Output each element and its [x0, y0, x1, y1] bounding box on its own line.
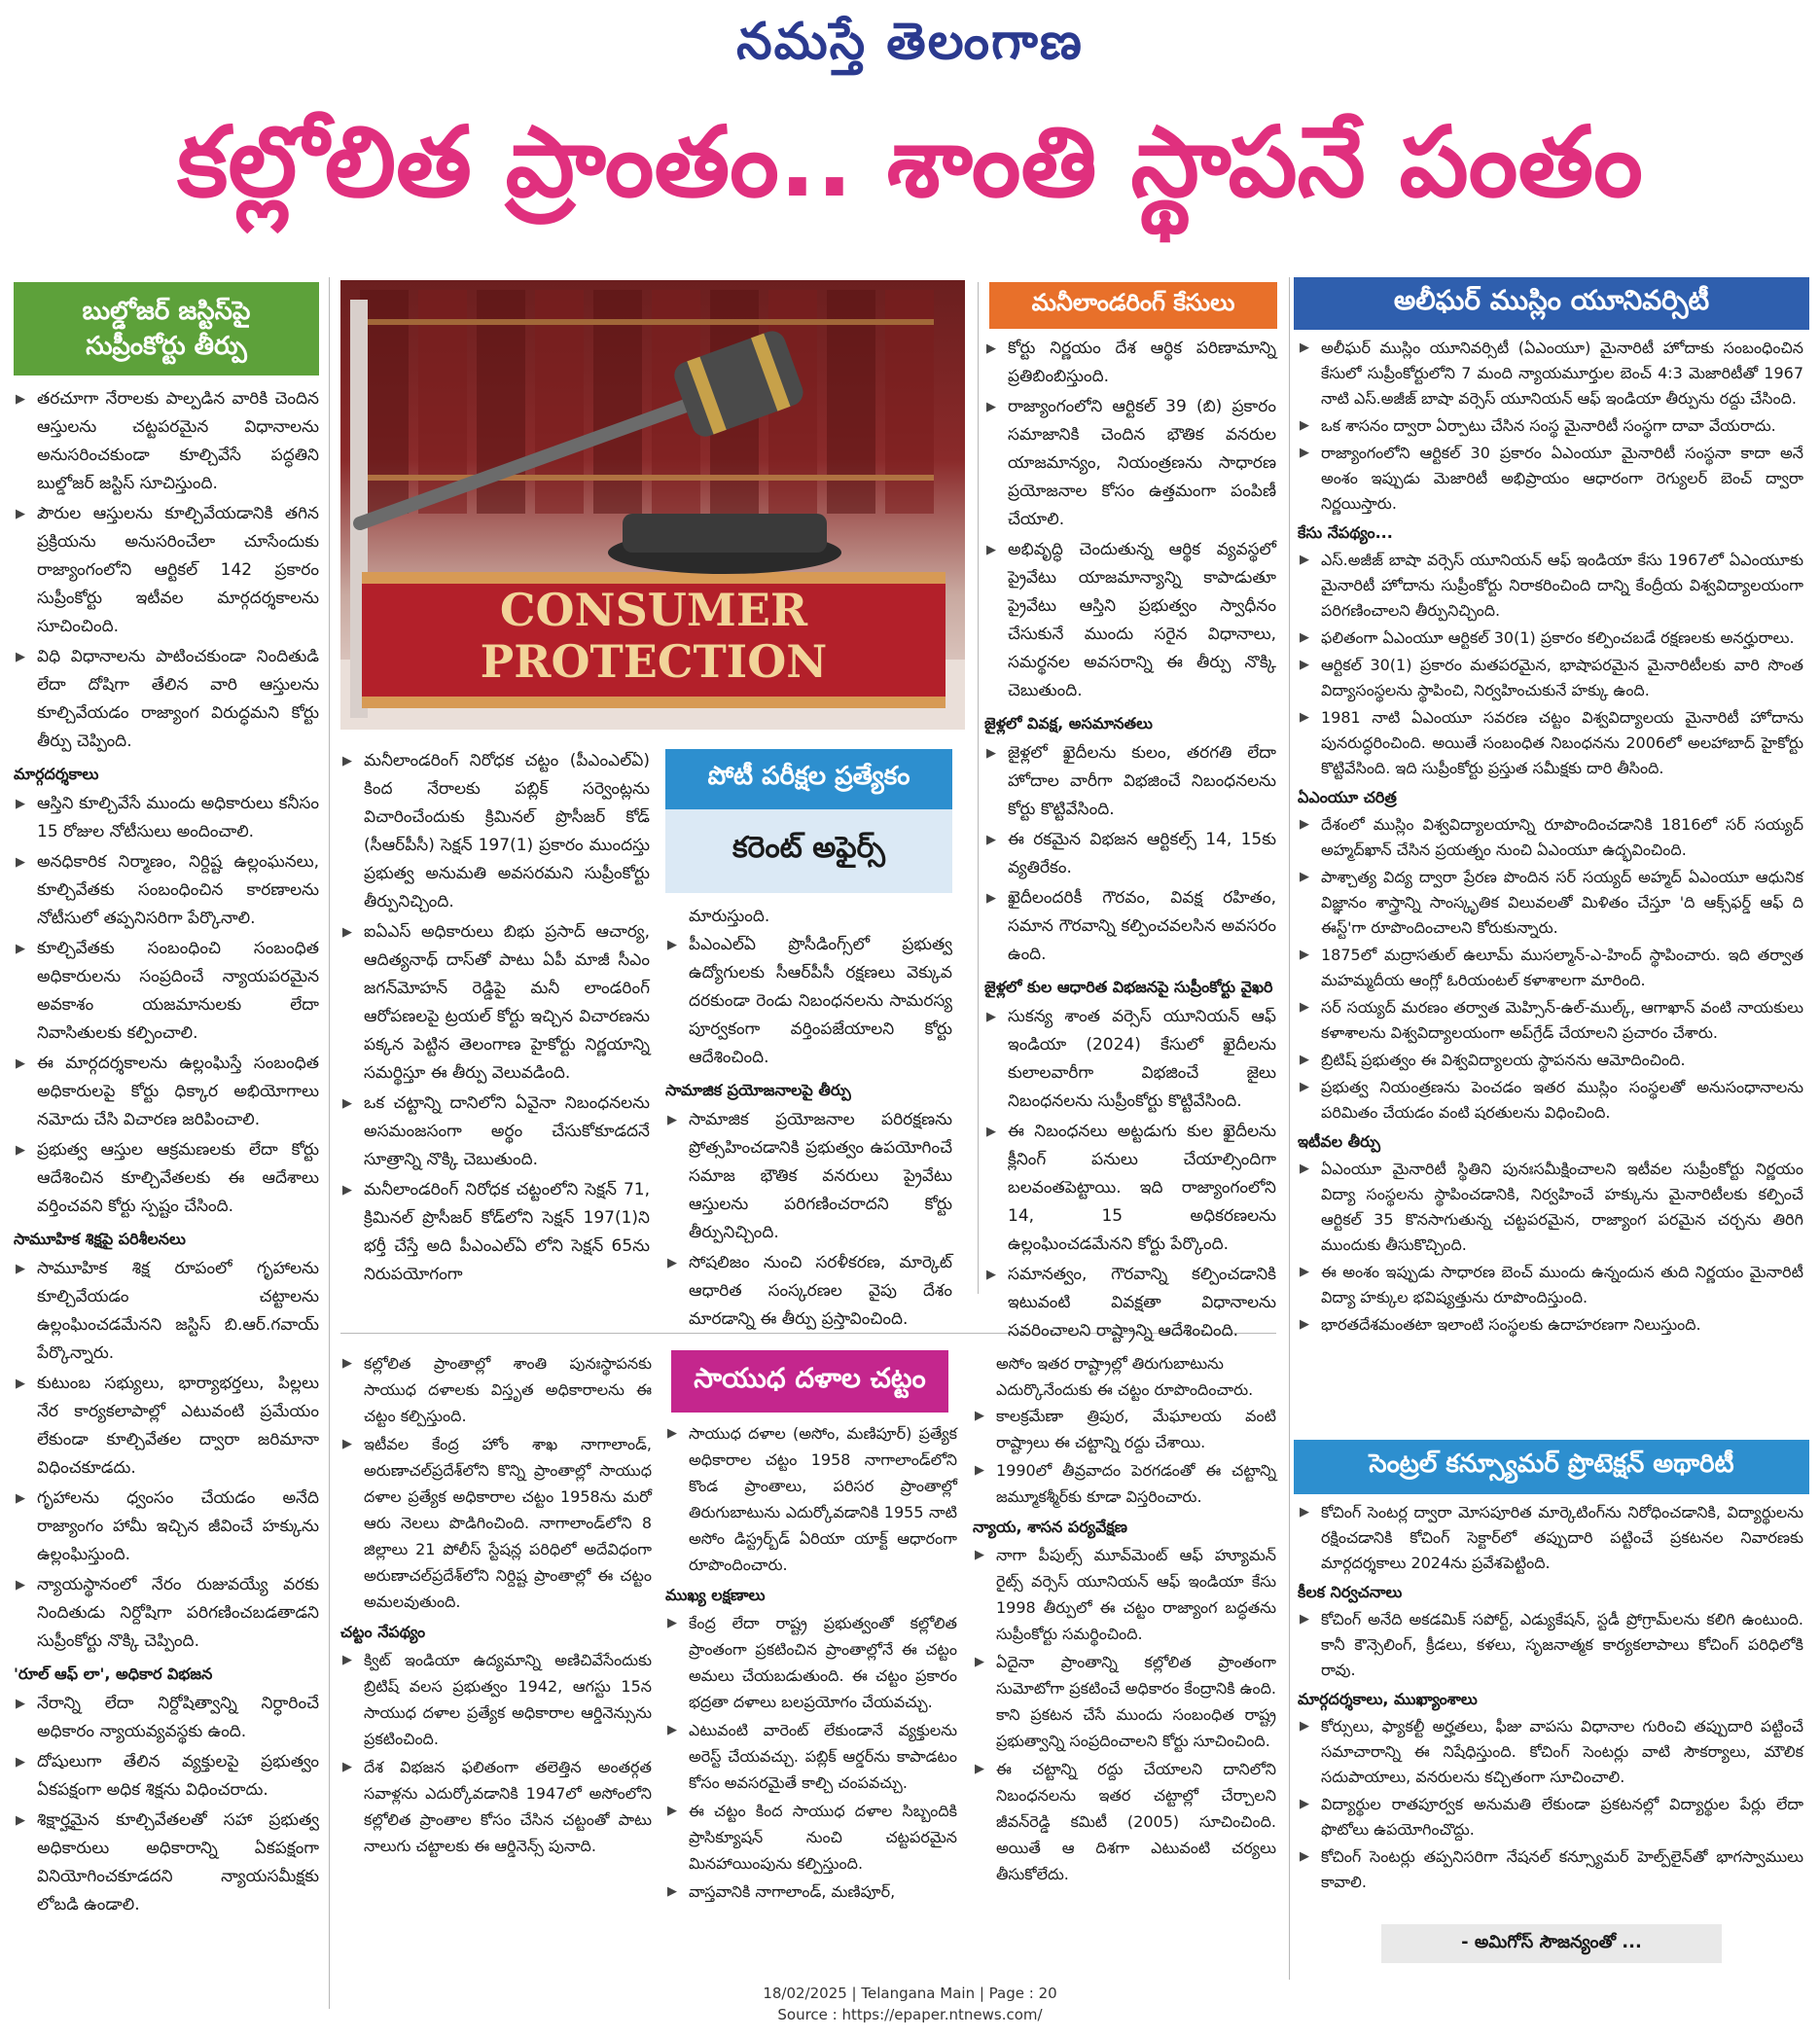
aligarh-university-title: అలీఘర్ ముస్లిం యూనివర్సిటీ — [1393, 284, 1710, 316]
list-item: ▶ కోచింగ్ సెంటర్లు తప్పనిసరిగా నేషనల్ కన్స్యూమర్ హెల్ప్‌లైన్‌తో భాగస్వాములు కావాలి. — [1298, 1844, 1803, 1895]
book-caption-line2: PROTECTION — [480, 635, 828, 688]
list-item: ▶ భారతదేశమంతటా ఇలాంటి సంస్థలకు ఉదాహరణగా నిలుస్తుంది. — [1298, 1312, 1803, 1338]
list-item: ▶ నేరాన్ని లేదా నిర్దోషిత్వాన్ని నిర్ధారించే అధికారం న్యాయవ్యవస్థకు ఉంది. — [14, 1690, 319, 1746]
list-item: ▶ వాస్తవానికి నాగాలాండ్, మణిపూర్, — [665, 1878, 957, 1905]
list-item: ▶ గృహాలను ధ్వంసం చేయడం అనేది రాజ్యాంగం హామీ ఇచ్చిన జీవించే హక్కును ఉల్లంఘిస్తుంది. — [14, 1485, 319, 1569]
list-item: ▶ కుటుంబ సభ్యులు, భార్యాభర్తలు, పిల్లలు నేర కార్యకలాపాల్లో ఎటువంటి ప్రమేయం లేకుండా కూల్చివేతల ద్వారా జరిమానా విధించకూడదు. — [14, 1370, 319, 1483]
list-item: ▶ ప్రభుత్వ ఆస్తుల ఆక్రమణలకు లేదా కోర్టు ఆదేశించిన కూల్చివేతలకు ఈ ఆదేశాలు వర్తించవని కోర్టు స్పష్టం చేసింది. — [14, 1136, 319, 1221]
list-item: ▶ అనధికారిక నిర్మాణం, నిర్దిష్ట ఉల్లంఘనలు, కూల్చివేతకు సంబంధించిన కారణాలను నోటీసులో తప్పనిసరిగా పేర్కొనాలి. — [14, 848, 319, 933]
gavel-book-illustration — [340, 280, 965, 730]
list-item: ▶ రాజ్యాంగంలోని ఆర్టికల్ 30 ప్రకారం ఏఎంయూ మైనారిటీ సంస్థనా కాదా అనే అంశం ఇప్పుడు మెజారిటీ అభిప్రాయం ఆధారంగా రెగ్యులర్ బెంచ్ ద్వారా నిర్ణయిస్తారు. — [1298, 441, 1803, 517]
armed-forces-article-right — [973, 1350, 1276, 1889]
list-item: ▶ దోషులుగా తేలిన వ్యక్తులపై ప్రభుత్వం ఏకపక్షంగా అధిక శిక్షను విధించరాదు. — [14, 1748, 319, 1805]
subheading: చట్టం నేపథ్యం — [340, 1623, 426, 1641]
subheading: ముఖ్య లక్షణాలు — [665, 1586, 766, 1604]
list-item: ▶ క్విట్ ఇండియా ఉద్యమాన్ని అణిచివేసేందుకు బ్రిటిష్ వలస ప్రభుత్వం 1942, ఆగస్టు 15న సాయుధ దళాల ప్రత్యేక అధికారాల ఆర్డినెన్సును ప్రకటించింది. — [340, 1647, 652, 1752]
book-caption-line1: CONSUMER — [499, 584, 808, 636]
subheading: జైళ్లలో కుల ఆధారిత విభజనపై సుప్రీంకోర్టు వైఖరి — [984, 978, 1273, 996]
list-item: ▶ ఆస్తిని కూల్చివేసే ముందు అధికారులు కనీసం 15 రోజుల నోటీసులు అందించాలి. — [14, 790, 319, 846]
credit-box — [1381, 1924, 1722, 1963]
subheading: మార్గదర్శకాలు, ముఖ్యాంశాలు — [1298, 1690, 1478, 1708]
list-item: ▶ జైళ్లలో ఖైదీలను కులం, తరగతి లేదా హోదాల వారీగా విభజించే నిబంధనలను కోర్టు కొట్టివేసింది. — [984, 739, 1276, 824]
list-item: ▶ ఒక చట్టాన్ని దానిలోని ఏవైనా నిబంధనలను అసమంజసంగా అర్థం చేసుకోకూడదనే సూత్రాన్ని నొక్కి చెబుతుంది. — [340, 1090, 650, 1174]
competitive-exams-special-box — [665, 749, 952, 809]
list-item: ▶ రాజ్యాంగంలోని ఆర్టికల్ 39 (బి) ప్రకారం సమాజానికి చెందిన భౌతిక వనరుల యాజమాన్యం, నియంత్రణను సాధారణ ప్రయోజనాల కోసం ఉత్తమంగా పంపిణీ చేయాలి. — [984, 393, 1276, 534]
list-item: ▶ ఐఏఎస్ అధికారులు బిభు ప్రసాద్ ఆచార్య, ఆదిత్యనాథ్ దాస్‌తో పాటు ఏపీ మాజీ సీఎం జగన్‌మోహన్ రెడ్డిపై మనీ లాండరింగ్ ఆరోపణలపై ట్రయల్ కోర్టు ఇచ్చిన విచారణను పక్కన పెట్టిన తెలంగాణ హైకోర్టు నిర్ణయాన్ని సమర్థిస్తూ ఈ తీర్పు వెలువడింది. — [340, 918, 650, 1088]
list-item: ▶ ఏదైనా ప్రాంతాన్ని కల్లోలిత ప్రాంతంగా సుమోటోగా ప్రకటించే అధికారం కేంద్రానికి ఉంది. కాని ప్రకటన చేసే ముందు సంబంధిత రాష్ట్ర ప్రభుత్వాన్ని సంప్రదించాలని కోర్టు సూచించింది. — [973, 1649, 1276, 1754]
subheading: 'రూల్ ఆఫ్ లా', అధికార విభజన — [14, 1664, 213, 1683]
current-affairs-box — [665, 809, 952, 893]
armed-forces-article-left — [340, 1350, 652, 1861]
page-headline: కల్లోలిత ప్రాంతం.. శాంతి స్థాపనే పంతం — [177, 105, 1643, 219]
list-item: ▶ బ్రిటిష్ ప్రభుత్వం ఈ విశ్వవిద్యాలయ స్థాపనను ఆమోదించింది. — [1298, 1048, 1803, 1073]
list-item: ▶ మనీలాండరింగ్ నిరోధక చట్టంలోని సెక్షన్ 71, క్రిమినల్ ప్రొసీజర్ కోడ్‌లోని సెక్షన్ 197(1)ని భర్తీ చేస్తే అది పీఎంఎల్ఏ లోని సెక్షన్ 65ను నిరుపయోగంగా — [340, 1176, 650, 1289]
list-item: ▶ కాలక్రమేణా త్రిపుర, మేఘాలయ వంటి రాష్ట్రాలు ఈ చట్టాన్ని రద్దు చేశాయి. — [973, 1403, 1276, 1455]
consumer-authority-title-box — [1294, 1440, 1809, 1494]
list-item: ▶ న్యాయస్థానంలో నేరం రుజువయ్యే వరకు నిందితుడు నిర్దోషిగా పరిగణించబడతాడని సుప్రీంకోర్టు నొక్కి చెప్పింది. — [14, 1571, 319, 1656]
list-item: ▶ ఒక శాసనం ద్వారా ఏర్పాటు చేసిన సంస్థ మైనారిటీ సంస్థగా దావా వేయరాదు. — [1298, 413, 1803, 439]
consumer-authority-article — [1298, 1500, 1803, 1897]
list-item: ▶ ఈ చట్టాన్ని రద్దు చేయాలని దానిలోని నిబంధనలను ఇతర చట్టాల్లో చేర్చాలని జీవన్‌రెడ్డి కమిటీ (2005) సూచించింది. అయితే ఆ దిశగా ఎటువంటి చర్యలు తీసుకోలేదు. — [973, 1756, 1276, 1887]
consumer-protection-photo — [340, 280, 965, 730]
subheading: సామాజిక ప్రయోజనాలపై తీర్పు — [665, 1081, 851, 1099]
list-item: ▶ పౌరుల ఆస్తులను కూల్చివేయడానికి తగిన ప్రక్రియను అనుసరించేలా చూసేందుకు రాజ్యాంగంలోని ఆర్టికల్ 142 ప్రకారం సుప్రీంకోర్టు ఇటీవల మార్గదర్శకాలను సూచించింది. — [14, 500, 319, 641]
list-item: ▶ 1981 నాటి ఏఎంయూ సవరణ చట్టం విశ్వవిద్యాలయ మైనారిటీ హోదాను పునరుద్ధరించింది. అయితే సంబంధిత నిబంధనను 2006లో అలహాబాద్ హైకోర్టు కొట్టివేసింది. ఇది సుప్రీంకోర్టు ప్రస్తుత సమీక్షకు దారి తీసింది. — [1298, 705, 1803, 781]
bulldozer-title-line2: సుప్రీంకోర్టు తీర్పు — [86, 332, 247, 361]
list-item: ▶ సమానత్వం, గౌరవాన్ని కల్పించడానికి ఇటువంటి వివక్షతా విధానాలను సవరించాలని రాష్ట్రాన్ని ఆదేశించింది. — [984, 1261, 1276, 1345]
list-item: ▶ కోర్సులు, ఫ్యాకల్టీ అర్హతలు, ఫీజు వాపసు విధానాల గురించి తప్పుదారి పట్టించే సమాచారాన్ని ఈ నిషేధిస్తుంది. కోచింగ్ సెంటర్లు వాటి సౌకర్యాలు, మౌలిక సదుపాయాలు, వనరులను కచ్చితంగా సూచించాలి. — [1298, 1714, 1803, 1790]
continuation-text: మారుస్తుంది. — [689, 907, 770, 926]
masthead-logo: నమస్తే తెలంగాణ — [736, 12, 1084, 71]
credit-text: - అమిగోస్ సౌజన్యంతో ... — [1461, 1931, 1642, 1952]
list-item: ▶ కేంద్ర లేదా రాష్ట్ర ప్రభుత్వంతో కల్లోలిత ప్రాంతంగా ప్రకటించిన ప్రాంతాల్లోనే ఈ చట్టం అమలు చేయబడుతుంది. ఈ చట్టం ప్రకారం భద్రతా దళాలు బలప్రయోగం చేయవచ్చు. — [665, 1610, 957, 1715]
list-item: ▶ నాగా పీపుల్స్ మూవ్‌మెంట్ ఆఫ్ హ్యూమన్ రైట్స్ వర్సెస్ యూనియన్ ఆఫ్ ఇండియా కేసు 1998 తీర్పులో ఈ చట్టం రాజ్యాంగ బద్ధతను సుప్రీంకోర్టు సమర్థించింది. — [973, 1542, 1276, 1647]
list-item: ▶ ఈ చట్టం కింద సాయుధ దళాల సిబ్బందికి ప్రాసిక్యూషన్ నుంచి చట్టపరమైన మినహాయింపును కల్పిస్తుంది. — [665, 1798, 957, 1877]
list-item: ▶ సర్ సయ్యద్ మరణం తర్వాత మెహ్సిన్-ఉల్-ముల్క్, ఆగాఖాన్ వంటి నాయకులు కళాశాలను విశ్వవిద్యాలయంగా అప్‌గ్రేడ్ చేయాలని ప్రచారం చేశారు. — [1298, 995, 1803, 1046]
list-item: ▶ సామూహిక శిక్ష రూపంలో గృహాలను కూల్చివేయడం చట్టాలను ఉల్లంఘించడమేనని జస్టిస్ బి.ఆర్.గవాయ్ పేర్కొన్నారు. — [14, 1255, 319, 1368]
list-item: ▶ దేశంలో ముస్లిం విశ్వవిద్యాలయాన్ని రూపొందించడానికి 1816లో సర్ సయ్యద్ అహ్మద్‌ఖాన్ చేసిన ప్రయత్నం నుంచి ఏఎంయూ ఉద్భవించింది. — [1298, 812, 1803, 863]
subheading: ఏఎంయూ చరిత్ర — [1298, 788, 1397, 806]
money-laundering-article-part1 — [340, 747, 650, 1291]
subheading: న్యాయ, శాసన పర్యవేక్షణ — [973, 1518, 1127, 1536]
column-divider — [978, 282, 979, 1294]
list-item: ▶ ఏఎంయూ మైనారిటీ స్థితిని పునఃసమీక్షించాలని ఇటీవల సుప్రీంకోర్టు నిర్ణయం విద్యా సంస్థలను స్థాపించడానికి, నిర్వహించే హక్కును మైనారిటీలకు కల్పించే ఆర్టికల్ 35 కొనసాగుతున్న చట్టపరమైన, రాజ్యాంగ పరమైన చర్చను తిరిగి ముందుకు తీసుకొచ్చింది. — [1298, 1157, 1803, 1258]
list-item: ▶ ఈ నిబంధనలు అట్టడుగు కుల ఖైదీలను క్లీనింగ్ పనులు చేయాల్సిందిగా బలవంతపెట్టాయి. ఇది రాజ్యాంగంలోని 14, 15 అధికరణలను ఉల్లంఘించడమేనని కోర్టు పేర్కొంది. — [984, 1118, 1276, 1259]
list-item: ▶ ఇటీవల కేంద్ర హోం శాఖ నాగాలాండ్, అరుణాచల్‌ప్రదేశ్‌లోని కొన్ని ప్రాంతాల్లో సాయుధ దళాల ప్రత్యేక అధికారాల చట్టం 1958ను మరో ఆరు నెలలు పొడిగించింది. నాగాలాండ్‌లోని 8 జిల్లాలు 21 పోలీస్ స్టేషన్ల పరిధిలో అదేవిధంగా అరుణాచల్‌ప్రదేశ్‌లోని నిర్దిష్ట ప్రాంతాల్లో ఈ చట్టం అమలవుతుంది. — [340, 1431, 652, 1615]
column-divider — [1289, 277, 1290, 1980]
continuation-text: అసోం ఇతర రాష్ట్రాల్లో తిరుగుబాటును ఎదుర్కొనేందుకు ఈ చట్టం రూపొందించారు. — [996, 1354, 1254, 1399]
armed-forces-act-title: సాయుధ దళాల చట్టం — [694, 1362, 926, 1394]
subheading: సామూహిక శిక్షపై పరిశీలనలు — [14, 1230, 186, 1248]
list-item: ▶ ఆర్టికల్ 30(1) ప్రకారం మతపరమైన, భాషాపరమైన మైనారిటీలకు వారి సొంత విద్యాసంస్థలను స్థాపించి, నిర్వహించుకునే హక్కు ఉంది. — [1298, 653, 1803, 703]
list-item: ▶ ఎస్.అజీజ్ బాషా వర్సెస్ యూనియన్ ఆఫ్ ఇండియా కేసు 1967లో ఏఎంయూకు మైనారిటీ హోదాను సుప్రీంకోర్టు నిరాకరించింది దాన్ని కేంద్రీయ విశ్వవిద్యాలయంగా పరిగణించాలని తీర్పునిచ్చింది. — [1298, 548, 1803, 624]
list-item: ▶ విధి విధానాలను పాటించకుండా నిందితుడి లేదా దోషిగా తేలిన వారి ఆస్తులను కూల్చివేయడం రాజ్యాంగ విరుద్ధమని కోర్టు తీర్పు చెప్పింది. — [14, 643, 319, 756]
list-item: ▶ పాశ్చాత్య విద్య ద్వారా ప్రేరణ పొందిన సర్ సయ్యద్ అహ్మద్ ఏఎంయూ ఆధునిక విజ్ఞానం శాస్త్రాన్ని సాంస్కృతిక విలువలతో మిళితం చేస్తూ 'ది ఆక్స్‌ఫర్డ్ ఆఫ్ ది ఈస్ట్'గా రూపొందించాలని కోరుకున్నారు. — [1298, 865, 1803, 941]
list-item: ▶ సాయుధ దళాల (అసోం, మణిపూర్) ప్రత్యేక అధికారాల చట్టం 1958 నాగాలాండ్‌లోని కొండ ప్రాంతాలు, పరిసర ప్రాంతాల్లో తిరుగుబాటును ఎదుర్కోవడానికి 1955 నాటి అసోం డిస్ట్రర్బ్‌డ్ ఏరియా యాక్ట్ ఆధారంగా రూపొందించారు. — [665, 1420, 957, 1578]
money-laundering-title-box — [989, 282, 1277, 329]
list-item: ▶ ఫలితంగా ఏఎంయూ ఆర్టికల్ 30(1) ప్రకారం కల్పించబడే రక్షణలకు అనర్హురాలు. — [1298, 626, 1803, 651]
list-item: ▶ కోచింగ్ సెంటర్ల ద్వారా మోసపూరిత మార్కెటింగ్‌ను నిరోధించడానికి, విద్యార్థులను రక్షించడానికి కోచింగ్ సెక్టార్‌లో తప్పుదారి పట్టించే ప్రకటనల నివారణకు మార్గదర్శకాలు 2024ను ప్రవేశపెట్టింది. — [1298, 1500, 1803, 1576]
list-item: ▶ ప్రభుత్వ నియంత్రణను పెంచడం ఇతర ముస్లిం సంస్థలతో అనుసంధానాలను పరిమితం చేయడం వంటి షరతులను విధించింది. — [1298, 1075, 1803, 1126]
list-item: ▶ సామాజిక ప్రయోజనాల పరిరక్షణను ప్రోత్సహించడానికి ప్రభుత్వం ఉపయోగించే సమాజ భౌతిక వనరులు ప్రైవేటు ఆస్తులను పరిగణించరాదని కోర్టు తీర్పునిచ్చింది. — [665, 1106, 952, 1247]
armed-forces-article-middle — [665, 1420, 957, 1907]
footer-source-line: Source : https://epaper.ntnews.com/ — [777, 2006, 1043, 2023]
list-item: ▶ అలీఘర్ ముస్లిం యూనివర్సిటీ (ఏఎంయూ) మైనారిటీ హోదాకు సంబంధించిన కేసులో సుప్రీంకోర్టులోని 7 మంది న్యాయమూర్తుల బెంచ్ 4:3 మెజారిటీతో 1967 నాటి ఎస్.అజీజ్ బాషా వర్సెస్ యూనియన్ ఆఫ్ ఇండియా తీర్పును రద్దు చేసింది. — [1298, 336, 1803, 411]
column-divider — [329, 277, 330, 2009]
list-item: ▶ విద్యార్థుల రాతపూర్వక అనుమతి లేకుండా ప్రకటనల్లో విద్యార్థుల పేర్లు లేదా ఫొటోలు ఉపయోగించొద్దు. — [1298, 1792, 1803, 1842]
list-item: ▶ ఈ రకమైన విభజన ఆర్టికల్స్ 14, 15కు వ్యతిరేకం. — [984, 826, 1276, 882]
bulldozer-justice-title-box — [14, 282, 319, 376]
subheading: కేసు నేపథ్యం... — [1298, 523, 1393, 542]
competitive-exams-label: పోటీ పరీక్షల ప్రత్యేకం — [707, 762, 910, 791]
list-item: ▶ ఈ అంశం ఇప్పుడు సాధారణ బెంచ్ ముందు ఉన్నందున తుది నిర్ణయం మైనారిటీ విద్యా హక్కుల భవిష్యత్తును రూపొందిస్తుంది. — [1298, 1260, 1803, 1310]
list-item: ▶ సుకన్య శాంత వర్సెస్ యూనియన్ ఆఫ్ ఇండియా (2024) కేసులో ఖైదీలను కులాలవారీగా విభజించే జైలు నిబంధనలను సుప్రీంకోర్టు కొట్టివేసింది. — [984, 1003, 1276, 1116]
subheading: ఇటీవల తీర్పు — [1298, 1132, 1380, 1151]
subheading: జైళ్లలో వివక్ష, అసమానతలు — [984, 714, 1153, 733]
list-item: ▶ కోచింగ్ అనేది అకడమిక్ సపోర్ట్, ఎడ్యుకేషన్, స్టడీ ప్రోగ్రామ్‌లను కలిగి ఉంటుంది. కానీ కౌన్సెలింగ్, క్రీడలు, కళలు, సృజనాత్మక కార్యకలాపాలు కోచింగ్ పరిధిలోకి రావు. — [1298, 1607, 1803, 1683]
armed-forces-act-title-box — [671, 1350, 948, 1413]
consumer-authority-title: సెంట్రల్ కన్స్యూమర్ ప్రొటెక్షన్ అథారిటీ — [1369, 1449, 1734, 1479]
subheading: మార్గదర్శకాలు — [14, 765, 99, 783]
subheading: కీలక నిర్వచనాలు — [1298, 1583, 1403, 1601]
list-item: ▶ ఎటువంటి వారెంట్ లేకుండానే వ్యక్తులను అరెస్ట్ చేయవచ్చు. పబ్లిక్ ఆర్డర్‌ను కాపాడటం కోసం అవసరమైతే కాల్చి చంపవచ్చు. — [665, 1717, 957, 1796]
list-item: ▶ కూల్చివేతకు సంబంధించి సంబంధిత అధికారులను సంప్రదించే న్యాయపరమైన అవకాశం యజమానులకు లేదా నివాసితులకు కల్పించాలి. — [14, 935, 319, 1048]
list-item: ▶ అభివృద్ధి చెందుతున్న ఆర్థిక వ్యవస్థలో ప్రైవేటు యాజమాన్యాన్ని కాపాడుతూ ప్రైవేటు ఆస్తిని ప్రభుత్వం స్వాధీనం చేసుకునే ముందు సరైన విధానాలు, సమర్థనల అవసరాన్ని ఈ తీర్పు నొక్కి చెబుతుంది. — [984, 536, 1276, 705]
list-item: ▶ మనీలాండరింగ్ నిరోధక చట్టం (పీఎంఎల్ఏ) కింద నేరాలకు పబ్లిక్ సర్వెంట్లను విచారించేందుకు క్రిమినల్ ప్రొసీజర్ కోడ్ (సీఆర్‌పీసీ) సెక్షన్ 197(1) ప్రకారం ముందస్తు ప్రభుత్వ అనుమతి అవసరమని సుప్రీంకోర్టు తీర్పునిచ్చింది. — [340, 747, 650, 916]
list-item: ▶ శిక్షార్హమైన కూల్చివేతలతో సహా ప్రభుత్వ అధికారులు అధికారాన్ని ఏకపక్షంగా వినియోగించకూడదని న్యాయసమీక్షకు లోబడి ఉండాలి. — [14, 1806, 319, 1919]
aligarh-university-title-box — [1294, 277, 1809, 330]
list-item: ▶ ఈ మార్గదర్శకాలను ఉల్లంఘిస్తే సంబంధిత అధికారులపై కోర్టు ధిక్కార అభియోగాలు నమోదు చేసి విచారణ జరిపించాలి. — [14, 1050, 319, 1134]
list-item: ▶ 1990లో తీవ్రవాదం పెరగడంతో ఈ చట్టాన్ని జమ్మూకశ్మీర్‌కు కూడా విస్తరించారు. — [973, 1457, 1276, 1510]
money-laundering-title: మనీలాండరింగ్ కేసులు — [1031, 289, 1235, 316]
bulldozer-title-line1: బుల్డోజర్ జస్టిస్‌పై — [82, 297, 251, 326]
money-laundering-article-part2 — [665, 903, 952, 1336]
footer-date-line: 18/02/2025 | Telangana Main | Page : 20 — [763, 1985, 1057, 2002]
list-item: ▶ కోర్టు నిర్ణయం దేశ ఆర్థిక పరిణామాన్ని ప్రతిబింబిస్తుంది. — [984, 335, 1276, 391]
list-item: ▶ తరచూగా నేరాలకు పాల్పడిన వారికి చెందిన ఆస్తులను చట్టపరమైన విధానాలను అనుసరించకుండా కూల్చివేసే పద్ధతిని బుల్డోజర్ జస్టిస్ సూచిస్తుంది. — [14, 385, 319, 498]
list-item: ▶ కల్లోలిత ప్రాంతాల్లో శాంతి పునఃస్థాపనకు సాయుధ దళాలకు విస్తృత అధికారాలను ఈ చట్టం కల్పిస్తుంది. — [340, 1350, 652, 1429]
list-item: ▶ పీఎంఎల్ఏ ప్రొసీడింగ్స్‌లో ప్రభుత్వ ఉద్యోగులకు సీఆర్‌పీసీ రక్షణలు వెక్కువ దరకుండా రెండు నిబంధనలను సామరస్య పూర్వకంగా వర్తింపజేయాలని కోర్టు ఆదేశించింది. — [665, 931, 952, 1072]
list-item: ▶ సోషలిజం నుంచి సరళీకరణ, మార్కెట్ ఆధారిత సంస్కరణల వైపు దేశం మారడాన్ని ఈ తీర్పు ప్రస్తావించింది. — [665, 1249, 952, 1334]
current-affairs-label: కరెంట్ అఫైర్స్ — [732, 831, 885, 865]
list-item: ▶ 1875లో మద్రాసతుల్ ఉలూమ్ ముసల్మాన్-ఎ-హింద్ స్థాపించారు. ఇది తర్వాత మహమ్మదీయ ఆంగ్లో ఓరియంటల్ కళాశాలగా మారింది. — [1298, 943, 1803, 993]
list-item: ▶ ఖైదీలందరికీ గౌరవం, వివక్ష రహితం, సమాన గౌరవాన్ని కల్పించవలసిన అవసరం ఉంది. — [984, 884, 1276, 969]
list-item: ▶ దేశ విభజన ఫలితంగా తలెత్తిన అంతర్గత సవాళ్లను ఎదుర్కోవడానికి 1947లో అసోంలోని కల్లోలిత ప్రాంతాల కోసం చేసిన చట్టంతో పాటు నాలుగు చట్టాలకు ఈ ఆర్డినెన్స్ పునాది. — [340, 1754, 652, 1859]
money-laundering-cases-article — [984, 335, 1276, 1347]
aligarh-university-article — [1298, 336, 1803, 1340]
bulldozer-justice-article — [14, 385, 319, 1921]
